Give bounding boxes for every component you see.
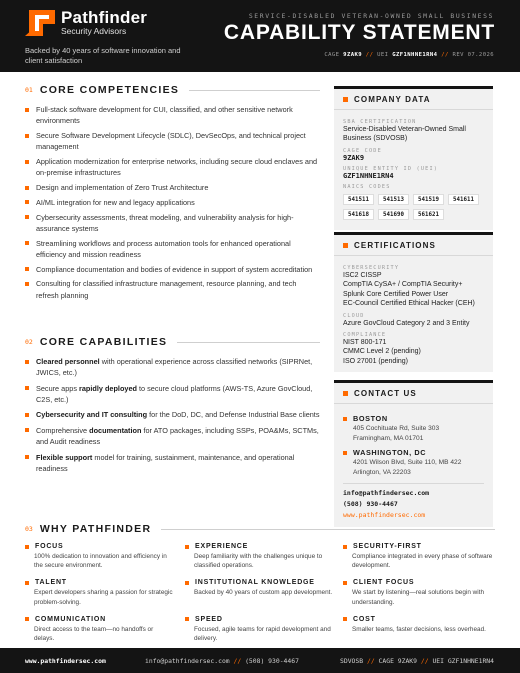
competency-item	[25, 238, 320, 260]
section-number: 01	[25, 86, 33, 94]
why-item-heading	[25, 543, 185, 550]
contact-phone[interactable]: (508) 930-4467	[343, 500, 398, 509]
meta-separator: //	[441, 52, 449, 58]
meta-separator: //	[365, 52, 374, 58]
why-item-description: Compliance integrated in every phase of software development.	[352, 553, 493, 570]
why-item-title: COMMUNICATION	[35, 615, 106, 623]
why-item-description: Focused, agile teams for rapid development and delivery.	[194, 625, 331, 643]
footer-contact	[145, 657, 299, 665]
cert-item: EC-Council Certified Ethical Hacker (CEH)	[343, 300, 475, 308]
naics-code-chip: 541513	[378, 194, 409, 205]
pathfinder-logo-icon	[25, 10, 55, 36]
why-grid	[25, 543, 495, 643]
why-item-description: Direct access to the team—no handoffs or delays.	[34, 625, 154, 643]
capabilities-list	[25, 356, 320, 478]
location-heading	[343, 414, 484, 423]
why-item	[25, 616, 185, 643]
cert-item: ISC2 CISSP	[343, 272, 382, 279]
why-item-description: We start by listening—real solutions begin with understanding.	[352, 589, 485, 606]
capability-item	[25, 452, 320, 474]
bullet-square-icon	[25, 360, 29, 364]
capability-highlight: Flexible support	[36, 452, 93, 462]
meta-cage-label: CAGE	[324, 52, 340, 58]
bullet-square-icon	[25, 428, 29, 432]
capability-text-post: for ATO packages, including SSPs, POA&Ms, SCTMs, and Audit readiness	[36, 425, 319, 447]
header-meta	[324, 52, 494, 58]
competency-text: Full-stack software development for CUI, classified, and other sensitive network environments	[36, 105, 293, 126]
bullet-square-icon	[25, 134, 29, 138]
location-square-icon	[343, 417, 347, 421]
bullet-square-icon	[25, 108, 29, 112]
why-item	[25, 579, 185, 606]
bullet-square-icon	[343, 617, 347, 621]
bullet-square-icon	[185, 581, 189, 585]
competency-item	[25, 130, 320, 152]
capability-highlight: Cleared personnel	[36, 357, 100, 366]
naics-code-chip: 541611	[448, 194, 479, 205]
address-line: 4201 Wilson Blvd, Suite 110, MB 422	[353, 459, 462, 467]
location-address	[343, 458, 484, 477]
competency-text: AI/ML integration for new and legacy applications	[36, 197, 195, 207]
competency-text: Secure Software Development Lifecycle (SDLC), DevSecOps, and technical project management	[36, 131, 306, 152]
competency-item	[25, 182, 320, 193]
why-item-heading	[343, 579, 495, 586]
location-city: BOSTON	[353, 414, 388, 423]
bullet-square-icon	[25, 160, 29, 164]
location-address	[343, 424, 484, 443]
why-item-heading	[343, 543, 495, 550]
why-item-heading	[185, 616, 343, 623]
why-item-heading	[343, 616, 495, 623]
meta-cage-value: 9ZAK9	[343, 52, 363, 58]
cert-item: CMMC Level 2 (pending)	[343, 348, 421, 356]
section-heading-competencies	[25, 84, 320, 96]
why-item-description: Expert developers sharing a passion for strategic problem-solving.	[34, 589, 173, 606]
section-number: 03	[25, 525, 33, 533]
accent-square-icon	[343, 243, 348, 248]
why-item-description: Backed by 40 years of custom app development.	[194, 589, 333, 597]
why-item	[343, 579, 495, 606]
why-item-title: EXPERIENCE	[195, 543, 249, 550]
why-item	[185, 543, 343, 570]
cert-item: CompTIA CySA+ / CompTIA Security+	[343, 281, 463, 289]
footer-identifiers	[340, 657, 494, 665]
header	[0, 0, 520, 72]
why-item-title: CLIENT FOCUS	[353, 579, 415, 587]
cert-item: ISO 27001 (pending)	[343, 357, 408, 365]
why-item	[343, 543, 495, 570]
section-divider	[177, 342, 320, 343]
company-data-card	[334, 86, 493, 230]
section-heading-capabilities	[25, 336, 320, 348]
bullet-square-icon	[25, 386, 29, 390]
cert-group-label: CYBERSECURITY	[343, 265, 400, 271]
bullet-square-icon	[343, 545, 347, 549]
footer-separator: //	[233, 657, 242, 665]
competency-text: Cybersecurity assessments, threat modeling, and vulnerability analysis for high-assurance systems	[36, 212, 294, 233]
bullet-square-icon	[25, 455, 29, 459]
card-title: CERTIFICATIONS	[354, 241, 436, 250]
section-title: CORE COMPETENCIES	[39, 84, 180, 96]
bullet-square-icon	[185, 617, 189, 621]
accent-square-icon	[343, 97, 348, 102]
bullet-square-icon	[25, 413, 29, 417]
competency-text: Application modernization for enterprise networks, including secure cloud enclaves and on-premise infrastructures	[36, 157, 318, 178]
why-item-heading	[185, 579, 343, 586]
location-city: WASHINGTON, DC	[353, 448, 427, 458]
tagline: Backed by 40 years of software innovation and client satisfaction	[25, 46, 181, 65]
location-square-icon	[343, 451, 347, 455]
accent-square-icon	[343, 391, 348, 396]
sba-value: Service-Disabled Veteran-Owned Small Business (SDVOSB)	[343, 126, 466, 143]
capability-item	[25, 383, 320, 405]
competencies-list	[25, 104, 320, 304]
capability-highlight: Cybersecurity and IT consulting	[36, 410, 148, 420]
why-item	[343, 616, 495, 643]
meta-uei-label: UEI	[377, 52, 389, 58]
footer-phone: (508) 930-4467	[245, 657, 299, 665]
address-line: 405 Cochituate Rd, Suite 303	[353, 425, 440, 432]
why-item-title: TALENT	[35, 579, 67, 587]
why-item-title: SPEED	[195, 615, 223, 623]
competency-text: Design and implementation of Zero Trust Architecture	[36, 183, 209, 192]
capability-text-post: to secure cloud platforms (AWS-TS, Azure GovCloud, C2S, etc.)	[36, 383, 313, 404]
bullet-square-icon	[25, 267, 29, 271]
cert-item: Azure GovCloud Category 2 and 3 Entity	[343, 319, 470, 327]
bullet-square-icon	[25, 200, 29, 204]
brand-name: Pathfinder	[61, 8, 148, 27]
competency-item	[25, 197, 320, 208]
naics-code-chip: 541519	[413, 194, 444, 205]
footer-cage: CAGE 9ZAK9	[378, 657, 418, 665]
contact-card	[334, 380, 493, 527]
card-title: CONTACT US	[354, 389, 417, 398]
capability-text-post: model for training, sustainment, maintenance, and operational readiness	[36, 452, 295, 473]
page-title: CAPABILITY STATEMENT	[223, 21, 495, 44]
capability-text-pre: Comprehensive	[36, 425, 90, 435]
capability-item	[25, 409, 320, 420]
why-item-heading	[185, 543, 343, 550]
contact-locations	[343, 414, 484, 477]
bullet-square-icon	[185, 545, 189, 549]
footer-website-link[interactable]: www.pathfindersec.com	[25, 657, 106, 665]
meta-uei-value: GZF1NHNE1RN4	[392, 52, 438, 58]
competency-text: Compliance documentation and bodies of evidence in support of system accreditation	[36, 264, 313, 274]
bullet-square-icon	[343, 581, 347, 585]
brand-subtitle: Security Advisors	[61, 26, 127, 36]
sba-label: SBA CERTIFICATION	[343, 119, 417, 125]
why-item-heading	[25, 616, 185, 623]
bullet-square-icon	[25, 215, 29, 219]
competency-item	[25, 212, 320, 234]
footer-sdvosb: SDVOSB	[340, 657, 364, 665]
header-kicker: SERVICE-DISABLED VETERAN-OWNED SMALL BUSINESS	[248, 12, 494, 20]
naics-code-chip: 561621	[413, 209, 444, 220]
cage-value: 9ZAK9	[343, 153, 365, 162]
why-item	[185, 616, 343, 643]
naics-code-chip: 541690	[378, 209, 409, 220]
address-line: Framingham, MA 01701	[353, 434, 424, 442]
address-line: Arlington, VA 22203	[353, 468, 411, 476]
footer-uei: UEI GZF1NHNE1RN4	[432, 657, 494, 665]
section-title: WHY PATHFINDER	[39, 523, 152, 535]
card-header	[334, 383, 493, 404]
naics-label: NAICS CODES	[343, 183, 391, 190]
bullet-square-icon	[25, 241, 29, 245]
capability-text-post: for the DoD, DC, and Defense Industrial Base clients	[147, 410, 320, 420]
uei-value: GZF1NHNE1RN4	[343, 171, 394, 180]
why-item-description: Deep familiarity with the challenges unique to classified operations.	[194, 553, 323, 570]
why-item	[185, 579, 343, 606]
certifications-card	[334, 232, 493, 372]
footer-separator: //	[366, 657, 375, 665]
capability-highlight: rapidly deployed	[79, 383, 137, 393]
why-item-title: FOCUS	[35, 543, 64, 550]
section-heading-why	[25, 523, 495, 535]
competency-text: Consulting for classified infrastructure management, resource planning, and tech refresh planning	[36, 279, 297, 300]
competency-item	[25, 156, 320, 178]
footer-email-link[interactable]: info@pathfindersec.com	[145, 657, 230, 665]
card-header	[334, 89, 493, 110]
competency-item	[25, 264, 320, 275]
bullet-square-icon	[25, 282, 29, 286]
capability-item	[25, 356, 320, 378]
competency-text: Streamlining workflows and process automation tools for enhanced operational efficiency and mission readiness	[36, 238, 291, 259]
section-divider	[161, 529, 495, 530]
contact-email-link[interactable]: info@pathfindersec.com	[343, 489, 430, 498]
card-header	[334, 235, 493, 256]
meta-revision: REV 07.2026	[452, 52, 494, 58]
why-item-title: INSTITUTIONAL KNOWLEDGE	[195, 579, 315, 587]
location-heading	[343, 448, 484, 457]
bullet-square-icon	[25, 581, 29, 585]
card-title: COMPANY DATA	[354, 95, 431, 104]
cert-group-label: COMPLIANCE	[343, 332, 387, 339]
naics-code-chip: 541511	[343, 194, 374, 205]
naics-codes	[343, 194, 484, 224]
footer	[0, 648, 520, 673]
why-item-title: COST	[353, 615, 376, 623]
bullet-square-icon	[25, 186, 29, 190]
cert-item: Splunk Core Certified Power User	[343, 290, 449, 298]
capability-text-post: with operational experience across classified networks (SIPRNet, JWICS, etc.)	[36, 357, 313, 378]
competency-item	[25, 104, 320, 126]
competency-item	[25, 278, 320, 300]
bullet-square-icon	[25, 545, 29, 549]
why-item-description: 100% dedication to innovation and efficiency in the secure environment.	[34, 553, 167, 570]
why-item	[25, 543, 185, 570]
capability-item	[25, 425, 320, 447]
why-item-description: Smaller teams, faster decisions, less overhead.	[352, 625, 486, 633]
why-item-heading	[25, 579, 185, 586]
naics-code-chip: 541618	[343, 209, 374, 220]
contact-website-link[interactable]: www.pathfindersec.com	[343, 511, 426, 520]
section-divider	[189, 90, 320, 91]
capability-text-pre: Secure apps	[36, 383, 79, 393]
section-title: CORE CAPABILITIES	[39, 336, 168, 348]
capability-highlight: documentation	[89, 425, 142, 435]
bullet-square-icon	[25, 617, 29, 621]
contact-divider	[343, 483, 484, 484]
cert-item: NIST 800-171	[343, 339, 387, 347]
uei-label: UNIQUE ENTITY ID (UEI)	[343, 165, 439, 172]
footer-separator: //	[420, 657, 429, 665]
why-item-title: SECURITY-FIRST	[353, 543, 422, 550]
cage-label: CAGE CODE	[343, 147, 382, 154]
section-number: 02	[25, 338, 33, 346]
cert-group-label: CLOUD	[343, 312, 365, 319]
